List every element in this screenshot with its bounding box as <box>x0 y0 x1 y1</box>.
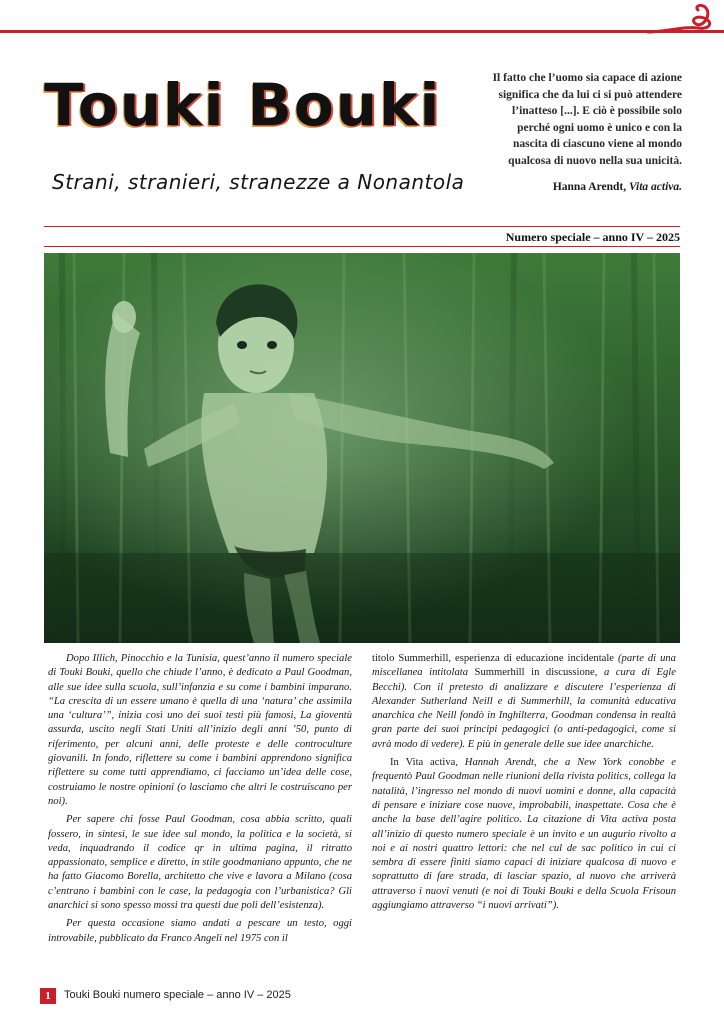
epigraph-author: Hanna Arendt, <box>552 181 627 193</box>
epigraph-work: Vita activa. <box>628 181 682 193</box>
cover-painting <box>44 253 680 643</box>
issue-rule-top <box>44 226 680 227</box>
epigraph-text: Il fatto che l’uomo sia capace di azione significa che da lui ci si può attendere l’inatteso [...]. E ciò è possibile solo perché ogni uomo è unico e con la nascita di ciascuno viene al mondo qualcosa di nuovo nella sua unicità. <box>492 72 682 167</box>
masthead <box>44 71 474 226</box>
article-paragraph: Per questa occasione siamo andati a pescare un testo, oggi introvabile, pubblicato da Franco Angeli nel 1975 con il <box>48 918 352 944</box>
book-title: Summerhill <box>474 667 525 679</box>
cover-illustration <box>44 253 680 643</box>
epigraph-source <box>486 179 682 195</box>
article-paragraph: Per sapere chi fosse Paul Goodman, cosa abbia scritto, quali fossero, in sintesi, le sue idee sul mondo, la politica e la società, si veda, inquadrando il codice qr in ultima pagina, il ritratto appassionato, semplice e diretto, in stile goodmaniano appunto, che ne ha fatto Giacomo Borella, architetto che vive e lavora a Milano (cosa c’entrano i bambini con le case, la pedagogia con l’urbanistica? Gli anarchici si sono spesso mossi tra questi due poli dell’esistenza). <box>48 814 352 912</box>
book-title: Summerhill <box>398 653 449 664</box>
footer-text: Touki Bouki numero speciale – anno IV – 2025 <box>64 989 291 1001</box>
article-paragraph <box>372 756 676 913</box>
top-red-rule <box>0 30 724 33</box>
book-title: Vita activa <box>405 757 456 769</box>
text-run: (parte di una miscellanea intitolata <box>372 653 676 679</box>
epigraph <box>486 70 682 195</box>
article-column-left <box>48 652 352 950</box>
text-run: in discussione, <box>531 667 598 679</box>
article-column-right <box>372 652 676 917</box>
publication-subtitle: Strani, stranieri, stranezze a Nonantola <box>52 170 465 194</box>
article-paragraph: Dopo Illich, Pinocchio e la Tunisia, quest’anno il numero speciale di Touki Bouki, quello che chiude l’anno, è dedicato a Paul Goodman, alle sue idee sulla scuola, sull’infanzia e su come i bambini imparano. “La crescita di un essere umano è quella di una ‘natura’ che assimila una ‘cultura’”, inizia così uno dei suoi testi più famosi, La gioventù assurda, uscito negli Stati Uniti all’inizio degli anni ’50, punto di riferimento, per alcuni anni, delle proteste e delle controculture giovanili. In fondo, riflettere su come i bambini apprendono significa riflettere su come tutti apprendiamo, ci facciamo un’idea delle cose, costruiamo le nostre opinioni (o lasciamo che altri le costruiscano per noi). <box>48 653 352 807</box>
publication-title: Touki Bouki <box>44 71 442 139</box>
issue-rule-bottom <box>44 246 680 247</box>
text-run: titolo <box>372 653 395 664</box>
red-squiggle-decoration <box>644 2 716 36</box>
page-number: 1 <box>40 988 56 1004</box>
text-run: In <box>390 757 399 769</box>
article-paragraph <box>372 652 676 752</box>
text-run: , esperienza di educazione incidentale <box>448 653 615 664</box>
text-run: a cura di Egle Becchi). Con il pretesto di analizzare e discutere l’esperienza di Alexander Sutherland Neill e di Summerhill, la comunità educativa anarchica che Neill fondò in Inghilterra, Goodman condensa in realtà gran parte dei suoi principi pedagogici (o anti-pedagogici, come si avrà modo di vedere). E più in generale delle sue idee anarchiche. <box>372 667 676 750</box>
text-run: , Hannah Arendt, che a New York conobbe e frequentò Paul Goodman nelle riunioni della rivista politics, collega la natalità, l’ingresso nel mondo di nuovi uomini e donne, alla capacità di pensare e iniziare cose nuove, improbabili, inaspettate. Cosa che è anche la base dell’agire politico. La citazione di Vita activa posta all’inizio di questo numero speciale è un invito e un augurio rivolto a noi e ai nostri quattro lettori: che nel cul de sac politico in cui ci sembra di essere finiti siamo capaci di iniziare qualcosa di nuovo e soprattutto di fare strada, di lasciar spazio, al nuovo che arriverà attraverso i nuovi venuti (e noi di Touki Bouki e della Scuola Frisoun aggiungiamo attraverso “i nuovi arrivati”). <box>372 757 676 912</box>
issue-line: Numero speciale – anno IV – 2025 <box>505 230 680 244</box>
